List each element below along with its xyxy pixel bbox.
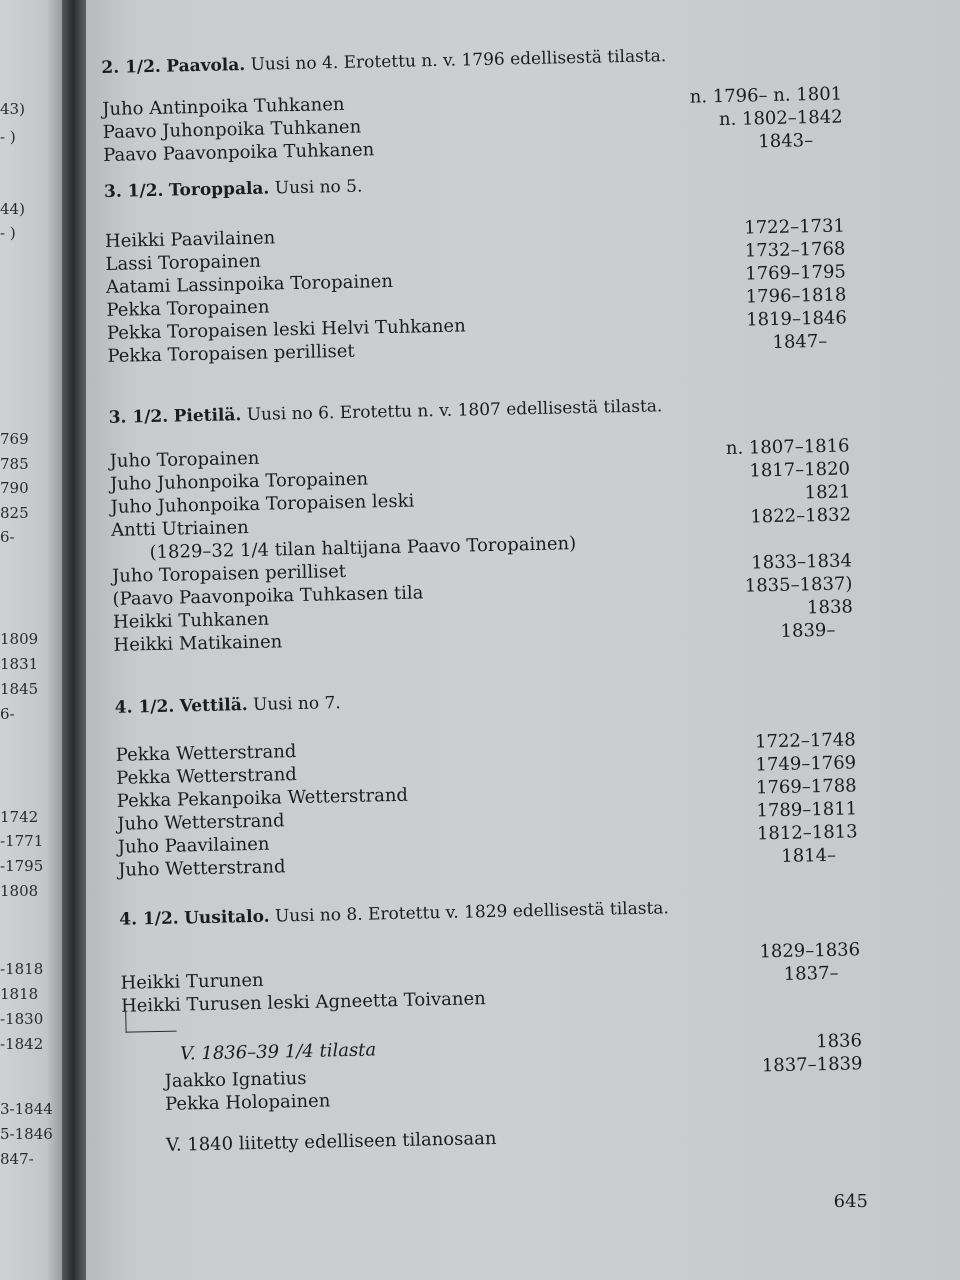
left-page-edge — [0, 0, 66, 1280]
owner-name: Heikki Tuhkanen — [112, 608, 270, 633]
owner-years: 1769–1788 — [755, 775, 857, 799]
section-heading — [109, 392, 849, 427]
margin-fragment: 1809 — [0, 630, 39, 648]
owner-name: Juho Wetterstrand — [117, 810, 285, 835]
owner-years: 1769–1795 — [745, 261, 847, 285]
section-heading — [115, 682, 855, 717]
owner-name: Paavo Paavonpoika Tuhkanen — [103, 139, 375, 166]
book-page — [86, 0, 960, 1280]
owner-name: Juho Antinpoika Tuhkanen — [102, 93, 345, 120]
margin-fragment: 5-1846 — [0, 1125, 53, 1143]
owner-years: 1829–1836 — [759, 939, 861, 963]
section-number: 4. 1/2. — [114, 696, 175, 718]
margin-fragment: 825 — [0, 504, 29, 522]
owner-name: Heikki Turunen — [120, 969, 264, 994]
owner-name: Antti Utriainen — [110, 517, 249, 541]
farm-section-toroppala — [103, 166, 848, 367]
owner-years: 1836 — [815, 1030, 863, 1053]
section-number: 2. 1/2. — [101, 56, 162, 78]
owner-years: 1833–1834 — [751, 550, 853, 574]
owner-name: Juho Juhonpoika Toropainen — [109, 468, 369, 495]
farm-name: Toroppala. — [168, 178, 270, 201]
margin-fragment: 1818 — [0, 985, 39, 1003]
owner-years: 1796–1818 — [745, 284, 847, 308]
farm-name: Uusitalo. — [183, 906, 270, 929]
section-heading — [101, 42, 841, 77]
section-heading — [119, 894, 859, 929]
owner-years: n. 1802–1842 — [718, 106, 843, 131]
section-heading — [104, 166, 844, 201]
owner-years: 1837– — [783, 962, 839, 985]
owner-name: Pekka Toropaisen leski Helvi Tuhkanen — [106, 315, 466, 344]
margin-fragment: - ) — [0, 128, 16, 146]
owner-name: Juho Toropaisen perilliset — [111, 560, 347, 587]
owner-name: Pekka Toropainen — [106, 296, 270, 321]
owner-name: Juho Wetterstrand — [118, 856, 286, 881]
owner-years: 1722–1748 — [754, 729, 856, 753]
owner-name: Pekka Toropaisen perilliset — [107, 340, 355, 367]
owner-years: 1722–1731 — [744, 215, 846, 239]
margin-fragment: 3-1844 — [0, 1100, 53, 1118]
margin-fragment: -1842 — [0, 1035, 44, 1053]
owner-name: Heikki Paavilainen — [104, 227, 276, 252]
owner-name: Paavo Juhonpoika Tuhkanen — [102, 116, 362, 143]
section-note: Uusi no 8. Erotettu v. 1829 edellisestä tilasta. — [274, 898, 670, 927]
owner-years: 1812–1813 — [756, 821, 858, 845]
margin-fragment: 44) — [0, 200, 25, 218]
owner-years: 1789–1811 — [756, 798, 858, 822]
section-note: Uusi no 4. Erotettu n. v. 1796 edellisestä tilasta. — [250, 46, 667, 75]
owner-name: Pekka Pekanpoika Wetterstrand — [116, 784, 409, 812]
owner-years: 1749–1769 — [755, 752, 857, 776]
owner-name: (Paavo Paavonpoika Tuhkasen tila — [112, 582, 424, 610]
owner-note: V. 1836–39 1/4 tilasta — [179, 1039, 377, 1065]
owner-name: Aatami Lassinpoika Toropainen — [105, 270, 394, 298]
owner-note: V. 1840 liitetty edelliseen tilanosaan — [165, 1127, 497, 1156]
farm-section-vettila — [114, 682, 858, 881]
section-number: 4. 1/2. — [119, 908, 179, 930]
margin-fragment: -1818 — [0, 960, 44, 978]
margin-fragment: -1830 — [0, 1010, 44, 1028]
owner-name: Pekka Holopainen — [164, 1090, 331, 1115]
margin-fragment: -1795 — [0, 857, 44, 875]
owner-name: Heikki Turusen leski Agneetta Toivanen — [120, 988, 486, 1017]
margin-fragment: 43) — [0, 100, 25, 118]
farm-name: Pietilä. — [173, 405, 242, 427]
farm-section-paavola — [101, 42, 843, 166]
owner-name: Juho Juhonpoika Toropaisen leski — [110, 490, 415, 518]
page-number: 645 — [833, 1191, 868, 1212]
margin-fragment: 6- — [0, 528, 15, 546]
margin-fragment: 1831 — [0, 655, 39, 673]
owner-note: (1829–32 1/4 tilan haltijana Paavo Toropainen) — [149, 533, 577, 564]
owner-years: n. 1796– n. 1801 — [689, 83, 843, 108]
owner-years: 1847– — [772, 330, 828, 353]
section-note: Uusi no 7. — [252, 693, 341, 715]
bracket-line — [125, 1011, 176, 1033]
owner-years: 1817–1820 — [749, 458, 851, 482]
owner-name: Pekka Wetterstrand — [115, 741, 297, 766]
margin-fragment: 847- — [0, 1150, 34, 1168]
owner-name: Jaakko Ignatius — [164, 1067, 307, 1092]
farm-section-uusitalo — [119, 894, 864, 1156]
owner-years: 1732–1768 — [744, 238, 846, 262]
owner-years: 1838 — [806, 596, 854, 619]
owner-name: Pekka Wetterstrand — [116, 764, 298, 789]
owner-name: Juho Paavilainen — [117, 833, 270, 858]
owner-name: Lassi Toropainen — [105, 250, 262, 275]
margin-fragment: -1771 — [0, 832, 44, 850]
owner-years: 1821 — [804, 481, 851, 504]
section-note: Uusi no 6. Erotettu n. v. 1807 edellisestä tilasta. — [246, 396, 663, 426]
margin-fragment: 1808 — [0, 882, 39, 900]
owner-years: 1837–1839 — [761, 1053, 863, 1077]
section-note: Uusi no 5. — [274, 176, 363, 199]
margin-fragment: 785 — [0, 455, 29, 473]
owner-years: 1835–1837) — [744, 573, 853, 597]
farm-name: Vettilä. — [179, 695, 248, 717]
farm-section-pietila — [108, 392, 854, 656]
margin-fragment: 6- — [0, 705, 15, 723]
section-number: 3. 1/2. — [103, 180, 164, 202]
margin-fragment: 769 — [0, 430, 29, 448]
margin-fragment: 1845 — [0, 680, 39, 698]
section-number: 3. 1/2. — [108, 406, 169, 428]
margin-fragment: 1742 — [0, 808, 39, 826]
owner-years: 1822–1832 — [750, 504, 852, 528]
owner-years: 1819–1846 — [745, 307, 848, 331]
margin-fragment: 790 — [0, 479, 29, 497]
owner-name: Heikki Matikainen — [113, 631, 283, 656]
farm-name: Paavola. — [166, 54, 246, 77]
owner-years: 1843– — [758, 130, 814, 153]
owner-years: 1814– — [781, 844, 837, 867]
owner-years: n. 1807–1816 — [725, 435, 850, 459]
owner-name: Juho Toropainen — [109, 447, 260, 472]
margin-fragment: - ) — [0, 224, 16, 242]
owner-years: 1839– — [780, 619, 836, 642]
